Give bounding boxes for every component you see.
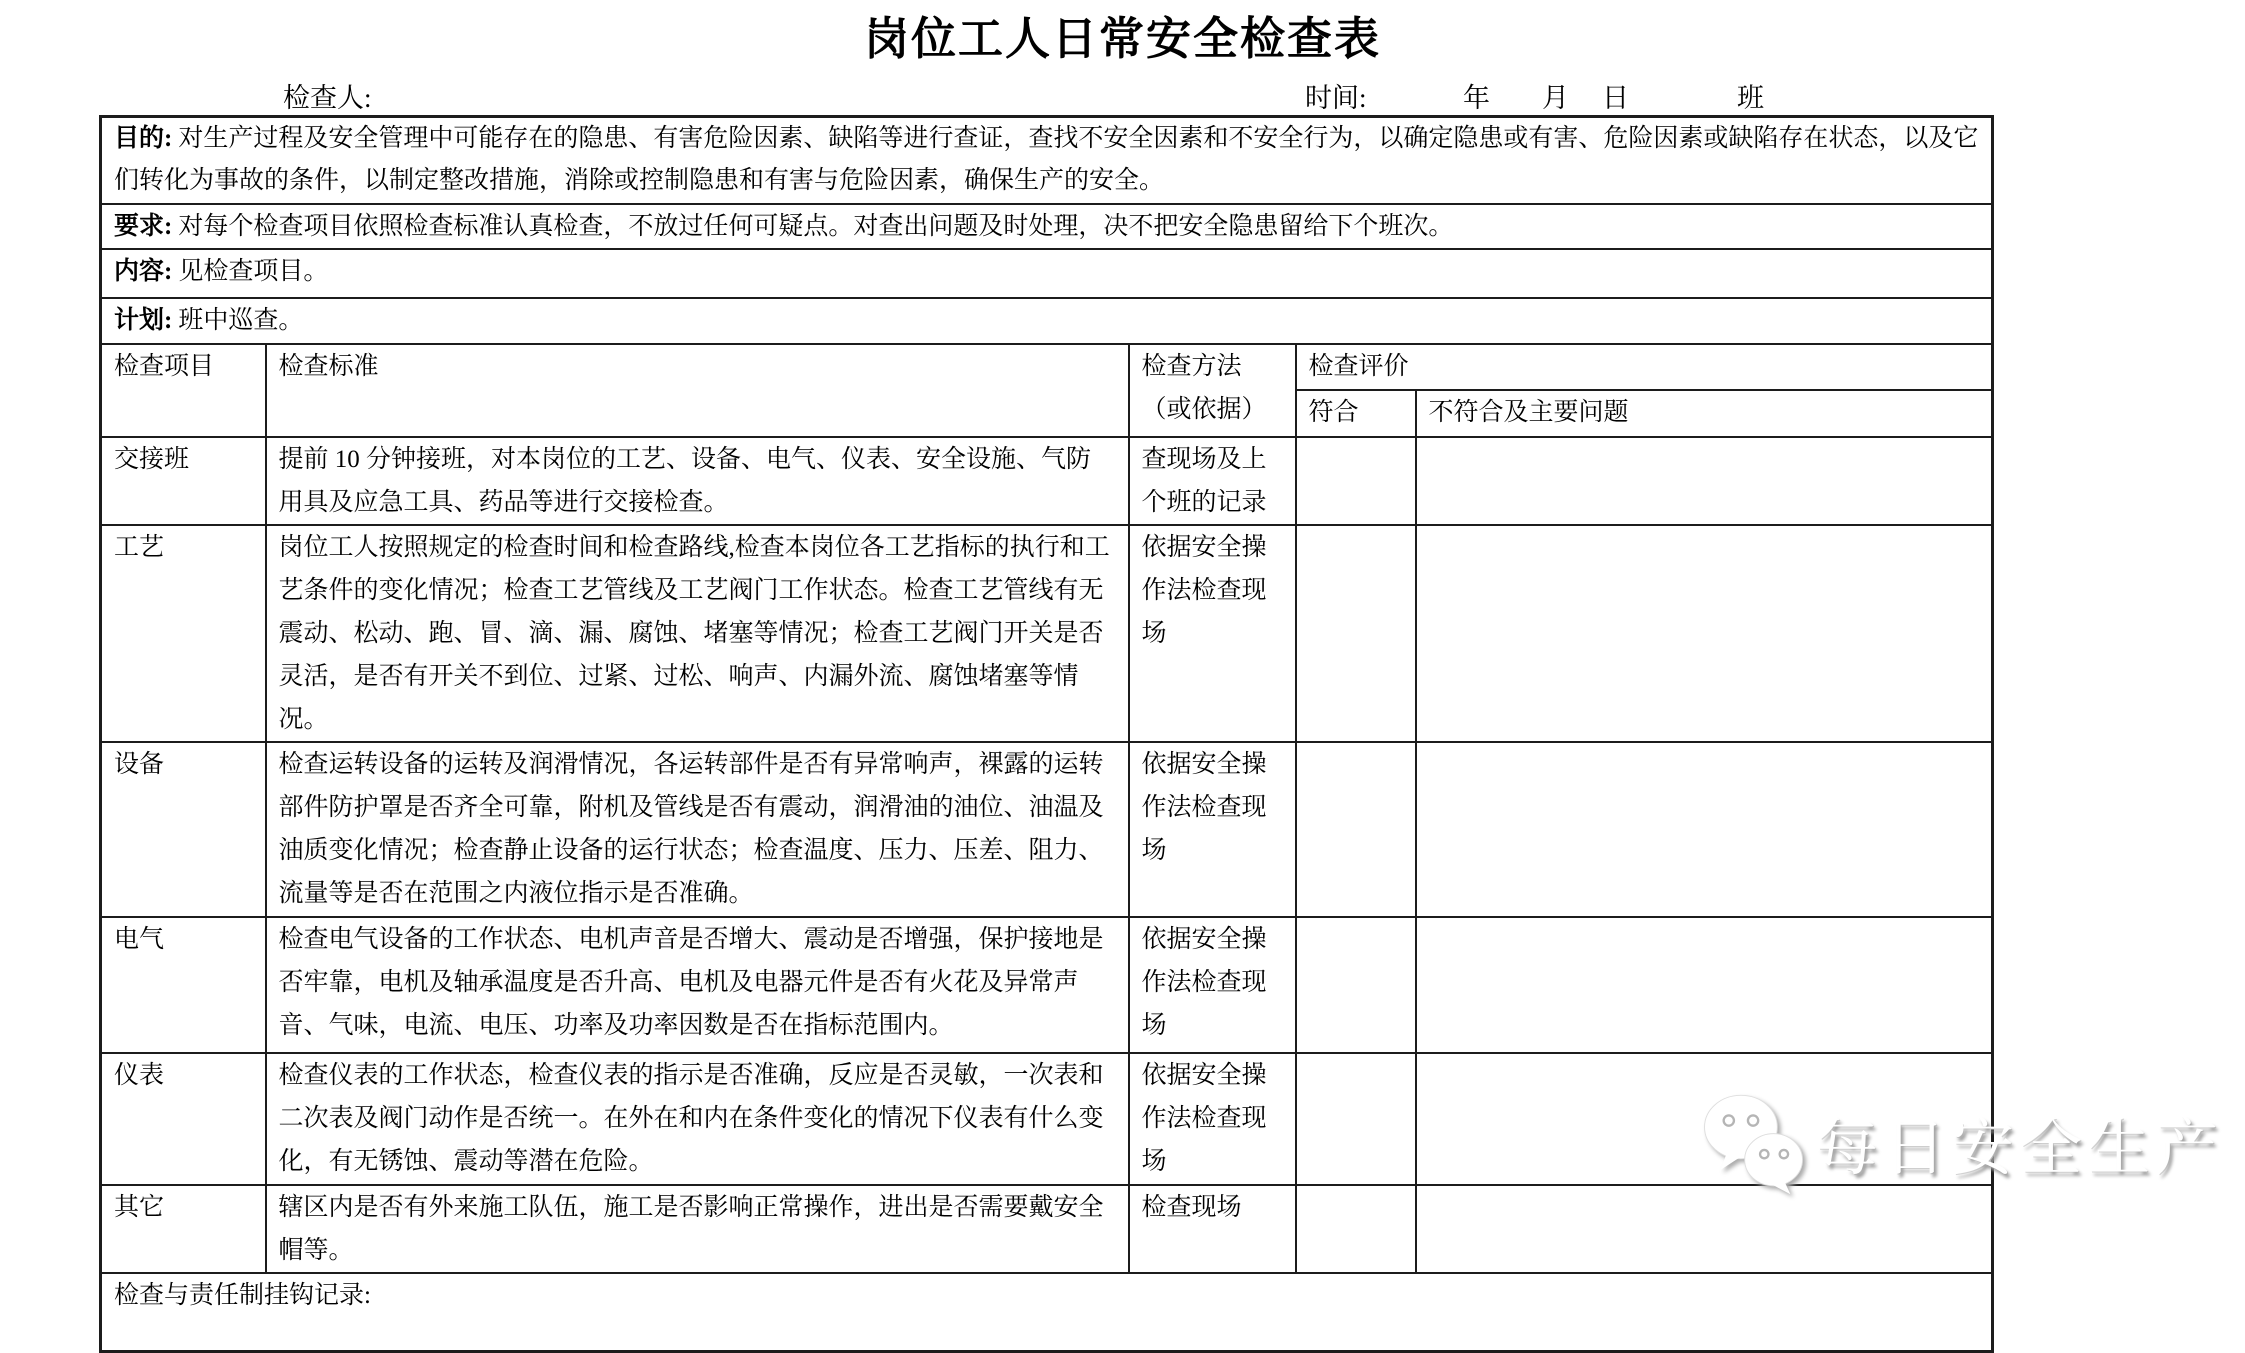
day-label: 日 xyxy=(1602,83,1629,113)
fail-cell xyxy=(1416,742,1993,917)
fail-cell xyxy=(1416,437,1993,525)
pass-cell xyxy=(1296,742,1416,917)
pass-cell xyxy=(1296,917,1416,1053)
table-row xyxy=(101,525,1993,742)
standard-cell: 检查电气设备的工作状态、电机声音是否增大、震动是否增强，保护接地是否牢靠，电机及轴承温度是否升高、电机及电器元件是否有火花及异常声音、气味，电流、电压、功率及功率因数是否在指标范围内。 xyxy=(266,917,1129,1053)
header-method-cell: 检查方法（或依据） xyxy=(1129,344,1296,437)
table-header-row-1 xyxy=(101,344,1993,390)
fail-cell xyxy=(1416,525,1993,742)
pass-cell xyxy=(1296,1185,1416,1273)
inspector-label: 检查人: xyxy=(283,83,372,113)
table-row xyxy=(101,437,1993,525)
pass-cell xyxy=(1296,437,1416,525)
content-cell xyxy=(101,249,1993,298)
pass-cell xyxy=(1296,1053,1416,1185)
watermark-text: 每日安全生产 xyxy=(1816,1114,2225,1183)
item-cell: 其它 xyxy=(101,1185,266,1273)
purpose-row xyxy=(101,117,1993,205)
standard-cell: 检查运转设备的运转及润滑情况，各运转部件是否有异常响声，裸露的运转部件防护罩是否齐全可靠，附机及管线是否有震动，润滑油的油位、油温及油质变化情况；检查静止设备的运行状态；检查温度、压力、压差、阻力、流量等是否在范围之内液位指示是否准确。 xyxy=(266,742,1129,917)
method-cell: 依据安全操作法检查现场 xyxy=(1129,525,1296,742)
item-cell: 设备 xyxy=(101,742,266,917)
table-row xyxy=(101,742,1993,917)
header-evaluation-cell: 检查评价 xyxy=(1296,344,1993,390)
info-row xyxy=(0,76,2245,116)
footer-cell xyxy=(101,1273,1993,1352)
fail-cell xyxy=(1416,1053,1993,1185)
shift-label: 班 xyxy=(1737,83,1764,113)
standard-cell: 检查仪表的工作状态，检查仪表的指示是否准确，反应是否灵敏，一次表和二次表及阀门动作是否统一。在外在和内在条件变化的情况下仪表有什么变化，有无锈蚀、震动等潜在危险。 xyxy=(266,1053,1129,1185)
month-label: 月 xyxy=(1542,83,1569,113)
content-text: 见检查项目。 xyxy=(178,258,329,285)
header-standard-cell: 检查标准 xyxy=(266,344,1129,437)
method-cell: 依据安全操作法检查现场 xyxy=(1129,917,1296,1053)
page-title: 岗位工人日常安全检查表 xyxy=(863,13,1381,64)
fail-cell xyxy=(1416,1185,1993,1273)
table-row xyxy=(101,1053,1993,1185)
footer-row xyxy=(101,1273,1993,1352)
footer-label: 检查与责任制挂钩记录: xyxy=(114,1282,371,1309)
item-cell: 交接班 xyxy=(101,437,266,525)
fail-cell xyxy=(1416,917,1993,1053)
time-label: 时间: xyxy=(1305,83,1367,113)
inspection-table xyxy=(99,115,1994,1353)
purpose-text: 对生产过程及安全管理中可能存在的隐患、有害危险因素、缺陷等进行查证，查找不安全因素和不安全行为，以确定隐患或有害、危险因素或缺陷存在状态，以及它们转化为事故的条件，以制定整改措施，消除或控制隐患和有害与危险因素，确保生产的安全。 xyxy=(114,125,1979,194)
standard-cell: 岗位工人按照规定的检查时间和检查路线,检查本岗位各工艺指标的执行和工艺条件的变化情况；检查工艺管线及工艺阀门工作状态。检查工艺管线有无震动、松动、跑、冒、滴、漏、腐蚀、堵塞等情况；检查工艺阀门开关是否灵活，是否有开关不到位、过紧、过松、响声、内漏外流、腐蚀堵塞等情况。 xyxy=(266,525,1129,742)
method-cell: 查现场及上个班的记录 xyxy=(1129,437,1296,525)
content-row xyxy=(101,249,1993,298)
header-pass-cell: 符合 xyxy=(1296,390,1416,437)
purpose-cell xyxy=(101,117,1993,205)
plan-cell xyxy=(101,298,1993,344)
item-cell: 电气 xyxy=(101,917,266,1053)
item-cell: 工艺 xyxy=(101,525,266,742)
header-fail-cell: 不符合及主要问题 xyxy=(1416,390,1993,437)
plan-row xyxy=(101,298,1993,344)
standard-cell: 提前 10 分钟接班，对本岗位的工艺、设备、电气、仪表、安全设施、气防用具及应急工具、药品等进行交接检查。 xyxy=(266,437,1129,525)
requirement-cell xyxy=(101,204,1993,249)
year-label: 年 xyxy=(1463,83,1490,113)
plan-text: 班中巡查。 xyxy=(178,307,304,334)
standard-cell: 辖区内是否有外来施工队伍，施工是否影响正常操作，进出是否需要戴安全帽等。 xyxy=(266,1185,1129,1273)
table-row xyxy=(101,1185,1993,1273)
method-cell: 检查现场 xyxy=(1129,1185,1296,1273)
pass-cell xyxy=(1296,525,1416,742)
purpose-label: 目的: xyxy=(114,125,173,152)
content-label: 内容: xyxy=(114,258,173,285)
requirement-text: 对每个检查项目依照检查标准认真检查，不放过任何可疑点。对查出问题及时处理，决不把安全隐患留给下个班次。 xyxy=(178,213,1454,240)
plan-label: 计划: xyxy=(114,307,173,334)
header-item-cell: 检查项目 xyxy=(101,344,266,437)
table-row xyxy=(101,917,1993,1053)
method-cell: 依据安全操作法检查现场 xyxy=(1129,1053,1296,1185)
item-cell: 仪表 xyxy=(101,1053,266,1185)
requirement-row xyxy=(101,204,1993,249)
requirement-label: 要求: xyxy=(114,213,173,240)
method-cell: 依据安全操作法检查现场 xyxy=(1129,742,1296,917)
